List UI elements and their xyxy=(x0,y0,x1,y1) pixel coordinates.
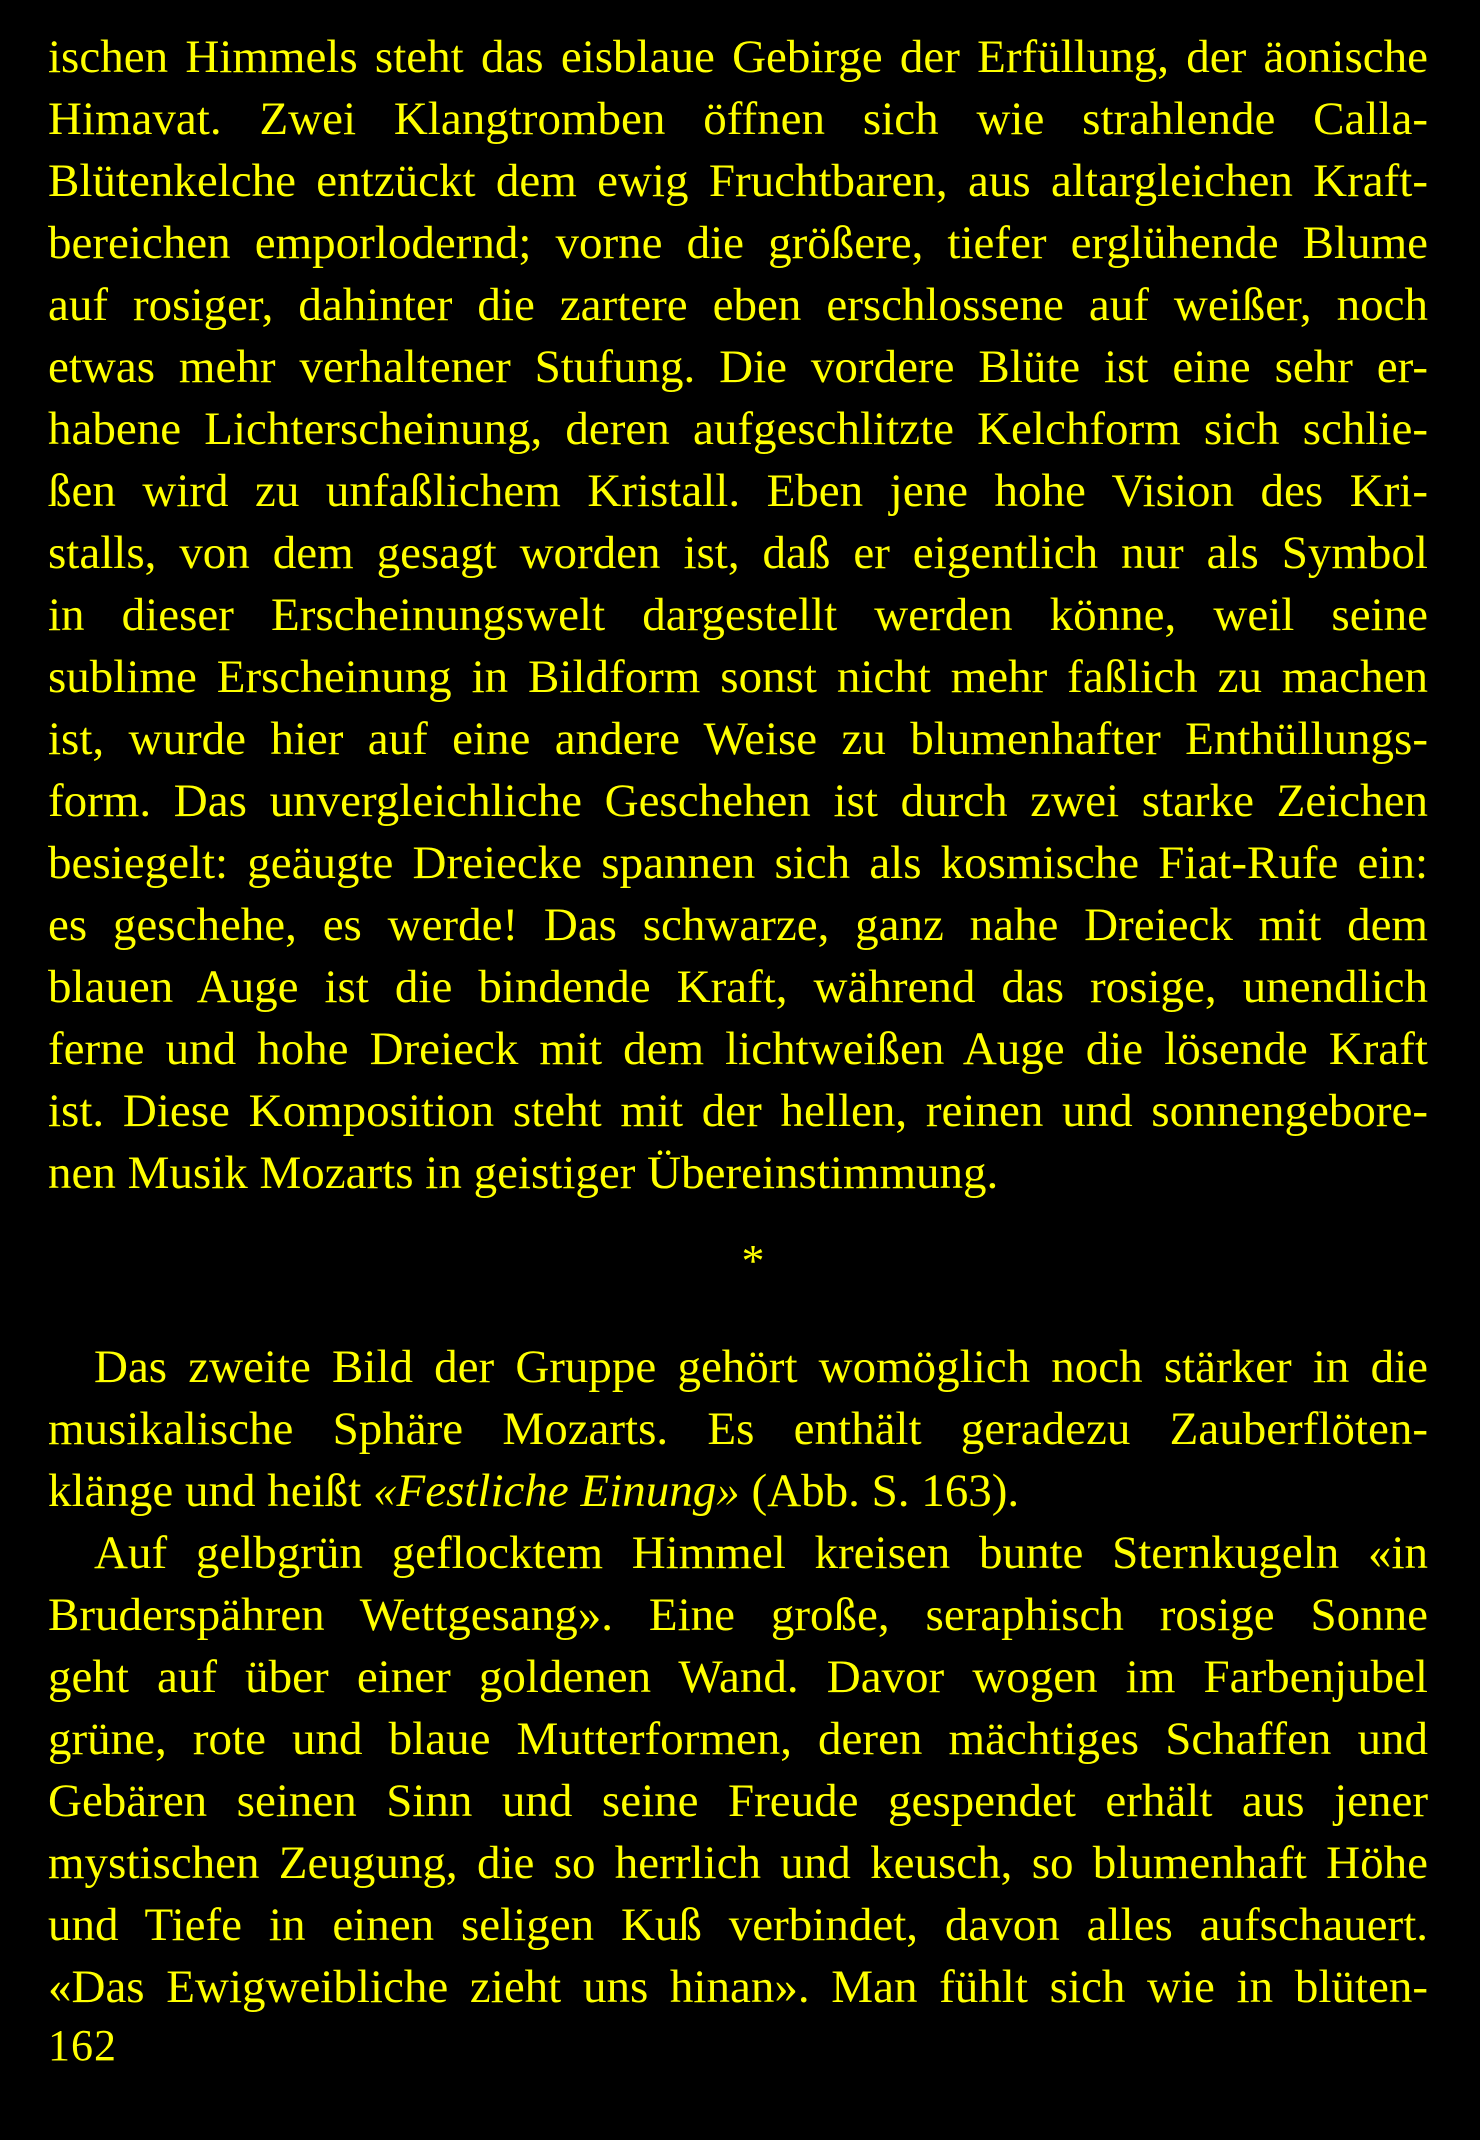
text-line: musikalische Sphäre Mozarts. Es enthält geradezu Zauberflöten- xyxy=(48,1403,1428,1455)
text-line: blauen Auge ist die bindende Kraft, während das rosige, unendlich xyxy=(48,961,1428,1013)
paragraph-3 xyxy=(48,1522,1428,2018)
figure-reference: (Abb. S. 163). xyxy=(739,1465,1020,1517)
text-line: etwas mehr verhaltener Stufung. Die vordere Blüte ist eine sehr er- xyxy=(48,341,1428,393)
text-line: «Das Ewigweibliche zieht uns hinan». Man fühlt sich wie in blüten- xyxy=(48,1961,1428,2013)
paragraph-1 xyxy=(48,26,1428,1204)
text-line: sublime Erscheinung in Bildform sonst nicht mehr faßlich zu machen xyxy=(48,651,1428,703)
text-line: Gebären seinen Sinn und seine Freude gespendet erhält aus jener xyxy=(48,1775,1428,1827)
text-line: Auf gelbgrün geflocktem Himmel kreisen bunte Sternkugeln «in xyxy=(94,1527,1428,1579)
section-separator: * xyxy=(741,1235,765,1286)
text-line: es geschehe, es werde! Das schwarze, ganz nahe Dreieck mit dem xyxy=(48,899,1428,951)
text-line: nen Musik Mozarts in geistiger Übereinstimmung. xyxy=(48,1147,999,1199)
text-line: ist. Diese Komposition steht mit der hellen, reinen und sonnengebore- xyxy=(48,1085,1428,1137)
text-line xyxy=(48,1460,1428,1522)
text-line: Das zweite Bild der Gruppe gehört womöglich noch stärker in die xyxy=(94,1341,1428,1393)
text-line: grüne, rote und blaue Mutterformen, deren mächtiges Schaffen und xyxy=(48,1713,1428,1765)
text-line: ischen Himmels steht das eisblaue Gebirge der Erfüllung, der äonische xyxy=(48,31,1428,83)
text-line: bereichen emporlodernd; vorne die größere, tiefer erglühende Blume xyxy=(48,217,1428,269)
text-line: Bruderspähren Wettgesang». Eine große, seraphisch rosige Sonne xyxy=(48,1589,1428,1641)
paragraph-2 xyxy=(48,1336,1428,1522)
artwork-title: «Festliche Einung» xyxy=(373,1465,740,1517)
text-line: form. Das unvergleichliche Geschehen ist durch zwei starke Zeichen xyxy=(48,775,1428,827)
text-line: besiegelt: geäugte Dreiecke spannen sich als kosmische Fiat-Rufe ein: xyxy=(48,837,1428,889)
text-line: ßen wird zu unfaßlichem Kristall. Eben jene hohe Vision des Kri- xyxy=(48,465,1428,517)
text-line: auf rosiger, dahinter die zartere eben erschlossene auf weißer, noch xyxy=(48,279,1428,331)
text-line: habene Lichterscheinung, deren aufgeschlitzte Kelchform sich schlie- xyxy=(48,403,1428,455)
text-line: in dieser Erscheinungswelt dargestellt werden könne, weil seine xyxy=(48,589,1428,641)
text-line: Himavat. Zwei Klangtromben öffnen sich wie strahlende Calla- xyxy=(48,93,1428,145)
text-run: klänge und heißt xyxy=(48,1465,374,1517)
page-number: 162 xyxy=(48,2021,117,2070)
page-body xyxy=(48,26,1428,2018)
text-line: geht auf über einer goldenen Wand. Davor wogen im Farbenjubel xyxy=(48,1651,1428,1703)
text-line: ist, wurde hier auf eine andere Weise zu blumenhafter Enthüllungs- xyxy=(48,713,1428,765)
text-line: ferne und hohe Dreieck mit dem lichtweißen Auge die lösende Kraft xyxy=(48,1023,1428,1075)
text-line: stalls, von dem gesagt worden ist, daß er eigentlich nur als Symbol xyxy=(48,527,1428,579)
text-line: und Tiefe in einen seligen Kuß verbindet, davon alles aufschauert. xyxy=(48,1899,1428,1951)
text-line: Blütenkelche entzückt dem ewig Fruchtbaren, aus altargleichen Kraft- xyxy=(48,155,1428,207)
text-line: mystischen Zeugung, die so herrlich und keusch, so blumenhaft Höhe xyxy=(48,1837,1428,1889)
